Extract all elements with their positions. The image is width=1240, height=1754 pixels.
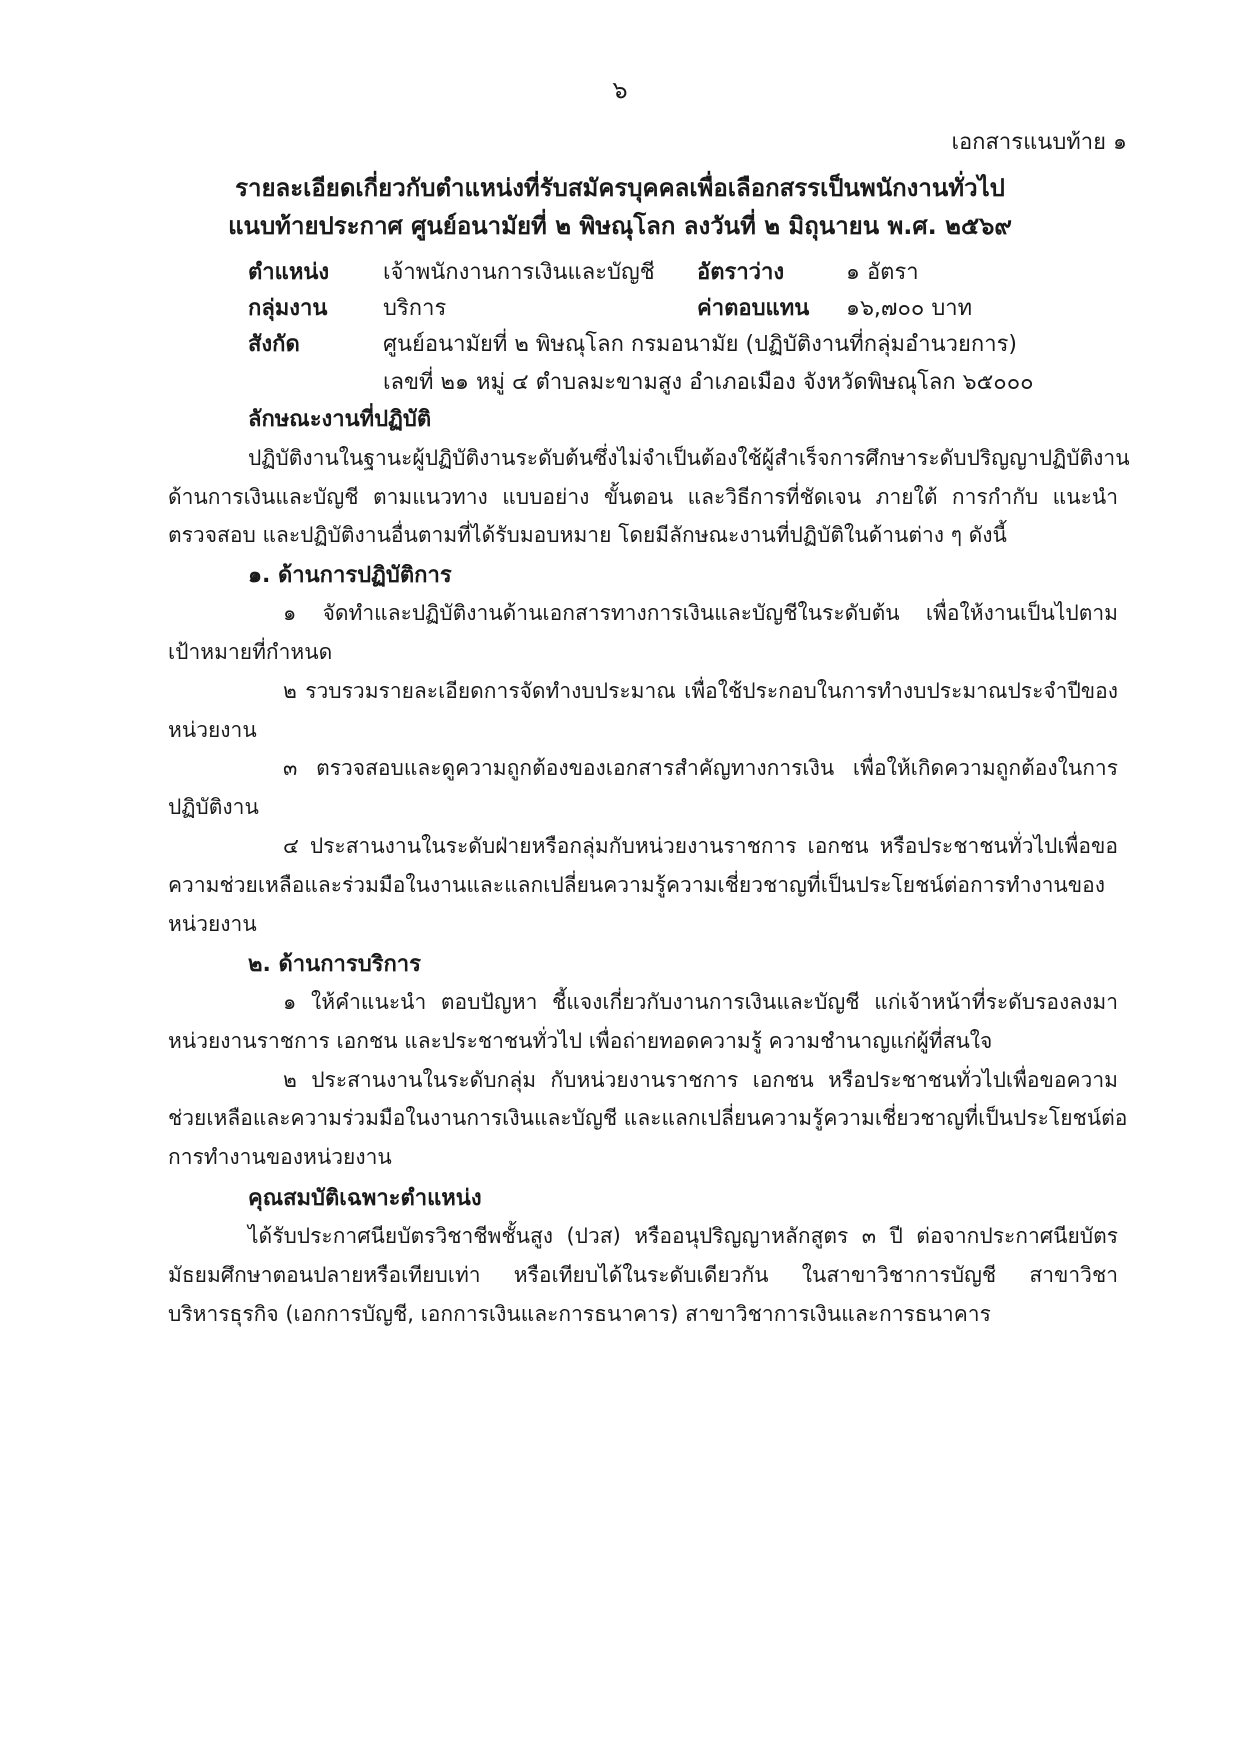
salary-label: ค่าตอบแทน <box>697 296 810 321</box>
operations-heading: ๑. ด้านการปฏิบัติการ <box>248 563 452 588</box>
group-value: บริการ <box>383 296 447 321</box>
operations-item-3-line-2: ปฏิบัติงาน <box>168 795 259 819</box>
qualifications-heading: คุณสมบัติเฉพาะตำแหน่ง <box>248 1186 482 1211</box>
operations-item-2-line-2: หน่วยงาน <box>168 718 257 742</box>
document-title-line-2: แนบท้ายประกาศ ศูนย์อนามัยที่ ๒ พิษณุโลก ลงวันที่ ๒ มิถุนายน พ.ศ. ๒๕๖๙ <box>228 212 1012 240</box>
service-item-2-line-2: ช่วยเหลือและความร่วมมือในงานการเงินและบัญชี และแลกเปลี่ยนความรู้ความเชี่ยวชาญที่เป็นประโยชน์ต่อ <box>168 1106 1128 1130</box>
operations-item-1-line-2: เป้าหมายที่กำหนด <box>168 640 333 664</box>
affiliation-label: สังกัด <box>248 332 300 357</box>
service-heading: ๒. ด้านการบริการ <box>248 952 421 977</box>
position-value: เจ้าพนักงานการเงินและบัญชี <box>383 260 655 285</box>
group-label: กลุ่มงาน <box>248 296 328 321</box>
qualifications-line-3: บริหารธุรกิจ (เอกการบัญชี, เอกการเงินและการธนาคาร) สาขาวิชาการเงินและการธนาคาร <box>168 1302 991 1326</box>
job-nature-heading: ลักษณะงานที่ปฏิบัติ <box>248 407 432 432</box>
service-item-1-line-1: ๑ ให้คำแนะนำ ตอบปัญหา ชี้แจงเกี่ยวกับงานการเงินและบัญชี แก่เจ้าหน้าที่ระดับรองลงมา <box>283 990 1118 1014</box>
service-item-2-line-1: ๒ ประสานงานในระดับกลุ่ม กับหน่วยงานราชการ เอกชน หรือประชาชนทั่วไปเพื่อขอความ <box>283 1068 1118 1092</box>
qualifications-line-2: มัธยมศึกษาตอนปลายหรือเทียบเท่า หรือเทียบได้ในระดับเดียวกัน ในสาขาวิชาการบัญชี สาขาวิชา <box>168 1263 1118 1287</box>
salary-value: ๑๖,๗๐๐ บาท <box>846 296 973 321</box>
operations-item-3-line-1: ๓ ตรวจสอบและดูความถูกต้องของเอกสารสำคัญทางการเงิน เพื่อให้เกิดความถูกต้องในการ <box>283 756 1118 780</box>
document-title-line-1: รายละเอียดเกี่ยวกับตำแหน่งที่รับสมัครบุคคลเพื่อเลือกสรรเป็นพนักงานทั่วไป <box>235 174 1005 202</box>
operations-item-1-line-1: ๑ จัดทำและปฏิบัติงานด้านเอกสารทางการเงินและบัญชีในระดับต้น เพื่อให้งานเป็นไปตาม <box>283 601 1118 625</box>
page-number: ๖ <box>612 76 628 104</box>
service-item-2-line-3: การทำงานของหน่วยงาน <box>168 1145 392 1169</box>
qualifications-line-1: ได้รับประกาศนียบัตรวิชาชีพชั้นสูง (ปวส) หรืออนุปริญญาหลักสูตร ๓ ปี ต่อจากประกาศนียบัตร <box>248 1224 1118 1248</box>
vacancy-value: ๑ อัตรา <box>846 260 919 285</box>
job-nature-intro-line-3: ตรวจสอบ และปฏิบัติงานอื่นตามที่ได้รับมอบหมาย โดยมีลักษณะงานที่ปฏิบัติในด้านต่าง ๆ ดังนี้ <box>168 523 1007 547</box>
affiliation-line-2: เลขที่ ๒๑ หมู่ ๔ ตำบลมะขามสูง อำเภอเมือง จังหวัดพิษณุโลก ๖๕๐๐๐ <box>383 370 1034 395</box>
annex-label: เอกสารแนบท้าย ๑ <box>951 130 1127 155</box>
operations-item-4-line-3: หน่วยงาน <box>168 912 257 936</box>
operations-item-4-line-1: ๔ ประสานงานในระดับฝ่ายหรือกลุ่มกับหน่วยงานราชการ เอกชน หรือประชาชนทั่วไปเพื่อขอ <box>283 834 1118 858</box>
vacancy-label: อัตราว่าง <box>697 260 785 285</box>
position-label: ตำแหน่ง <box>248 260 330 285</box>
job-nature-intro-line-1: ปฏิบัติงานในฐานะผู้ปฏิบัติงานระดับต้นซึ่งไม่จำเป็นต้องใช้ผู้สำเร็จการศึกษาระดับปริญญาปฏิบัติงาน <box>248 446 1130 470</box>
operations-item-2-line-1: ๒ รวบรวมรายละเอียดการจัดทำงบประมาณ เพื่อใช้ประกอบในการทำงบประมาณประจำปีของ <box>283 679 1118 703</box>
affiliation-line-1: ศูนย์อนามัยที่ ๒ พิษณุโลก กรมอนามัย (ปฏิบัติงานที่กลุ่มอำนวยการ) <box>383 332 1017 357</box>
service-item-1-line-2: หน่วยงานราชการ เอกชน และประชาชนทั่วไป เพื่อถ่ายทอดความรู้ ความชำนาญแก่ผู้ที่สนใจ <box>168 1029 993 1053</box>
operations-item-4-line-2: ความช่วยเหลือและร่วมมือในงานและแลกเปลี่ยนความรู้ความเชี่ยวชาญที่เป็นประโยชน์ต่อการทำงานของ <box>168 873 1106 897</box>
job-nature-intro-line-2: ด้านการเงินและบัญชี ตามแนวทาง แบบอย่าง ขั้นตอน และวิธีการที่ชัดเจน ภายใต้ การกำกับ แนะนำ <box>168 485 1118 509</box>
